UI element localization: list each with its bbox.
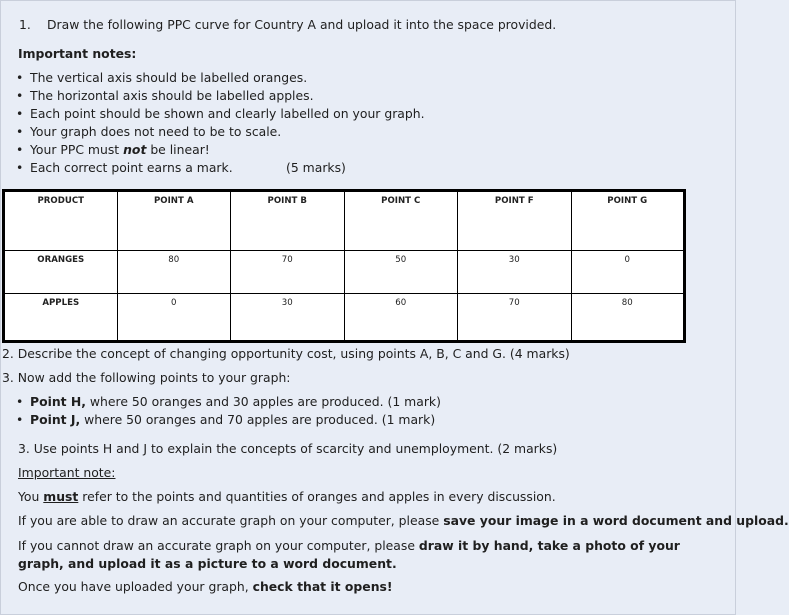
ppc-table xyxy=(2,189,686,343)
instruction-line-3 xyxy=(18,579,393,594)
table-row xyxy=(4,250,685,293)
table-cell: 70 xyxy=(231,250,345,293)
instruction-line-1 xyxy=(18,513,789,528)
text-span: If you cannot draw an accurate graph on your computer, please xyxy=(18,538,419,553)
important-notes-title: Important notes: xyxy=(18,46,137,61)
must-emphasis: must xyxy=(43,489,79,504)
note-item xyxy=(14,123,425,141)
text-span: refer to the points and quantities of oranges and apples in every discussion. xyxy=(78,489,556,504)
must-refer-line xyxy=(18,489,556,504)
table-cell: 30 xyxy=(231,294,345,342)
bold-instruction: draw it by hand, take a photo of your graph, and upload it as a picture to a word document. xyxy=(18,538,680,571)
table-cell: 50 xyxy=(344,250,458,293)
point-name: Point H, xyxy=(30,394,86,409)
table-cell: 60 xyxy=(344,294,458,342)
note-text: Your graph does not need to be to scale. xyxy=(30,124,282,139)
row-label: ORANGES xyxy=(4,250,118,293)
point-item xyxy=(14,411,441,429)
note-item xyxy=(14,141,425,159)
note-text: The vertical axis should be labelled oranges. xyxy=(30,70,308,85)
note-text: Your PPC must xyxy=(30,142,124,157)
points-list xyxy=(14,393,441,429)
table-header-cell: POINT G xyxy=(571,191,685,251)
important-notes-list xyxy=(14,69,425,177)
text-span: Once you have uploaded your graph, xyxy=(18,579,253,594)
question-1-number: 1. xyxy=(19,17,31,32)
point-name: Point J, xyxy=(30,412,81,427)
text-span: You xyxy=(18,489,44,504)
table-row xyxy=(4,294,685,342)
note-text: be linear! xyxy=(146,142,210,157)
text-span: If you are able to draw an accurate graph on your computer, please xyxy=(18,513,444,528)
note-item xyxy=(14,87,425,105)
question-3b-text: 3. Use points H and J to explain the concepts of scarcity and unemployment. (2 marks) xyxy=(18,441,558,456)
note-text: Each correct point earns a mark. xyxy=(30,160,233,175)
table-header-cell: POINT B xyxy=(231,191,345,251)
table-header-row xyxy=(4,191,685,251)
table-cell: 0 xyxy=(571,250,685,293)
table-header-cell: POINT C xyxy=(344,191,458,251)
question-3-text: 3. Now add the following points to your graph: xyxy=(2,370,291,385)
point-description: where 50 oranges and 70 apples are produced. (1 mark) xyxy=(80,412,436,427)
table-header-cell: PRODUCT xyxy=(4,191,118,251)
bold-instruction: save your image in a word document and upload. xyxy=(443,513,789,528)
point-item xyxy=(14,393,441,411)
note-text: Each point should be shown and clearly labelled on your graph. xyxy=(30,106,425,121)
note-text: The horizontal axis should be labelled apples. xyxy=(30,88,314,103)
bold-instruction: check that it opens! xyxy=(252,579,393,594)
note-item xyxy=(14,159,425,177)
important-note-title: Important note: xyxy=(18,465,116,480)
point-description: where 50 oranges and 30 apples are produced. (1 mark) xyxy=(85,394,441,409)
question-2-text: 2. Describe the concept of changing opportunity cost, using points A, B, C and G. (4 marks) xyxy=(2,346,570,361)
question-1-text: Draw the following PPC curve for Country A and upload it into the space provided. xyxy=(47,17,557,32)
table-cell: 80 xyxy=(117,250,231,293)
marks-label: (5 marks) xyxy=(286,160,346,175)
table-header-cell: POINT A xyxy=(117,191,231,251)
table-cell: 80 xyxy=(571,294,685,342)
table-header-cell: POINT F xyxy=(458,191,572,251)
table-cell: 70 xyxy=(458,294,572,342)
note-item xyxy=(14,69,425,87)
table-cell: 0 xyxy=(117,294,231,342)
row-label: APPLES xyxy=(4,294,118,342)
note-item xyxy=(14,105,425,123)
note-emphasis: not xyxy=(123,142,147,157)
instruction-line-2 xyxy=(18,537,728,573)
table-cell: 30 xyxy=(458,250,572,293)
